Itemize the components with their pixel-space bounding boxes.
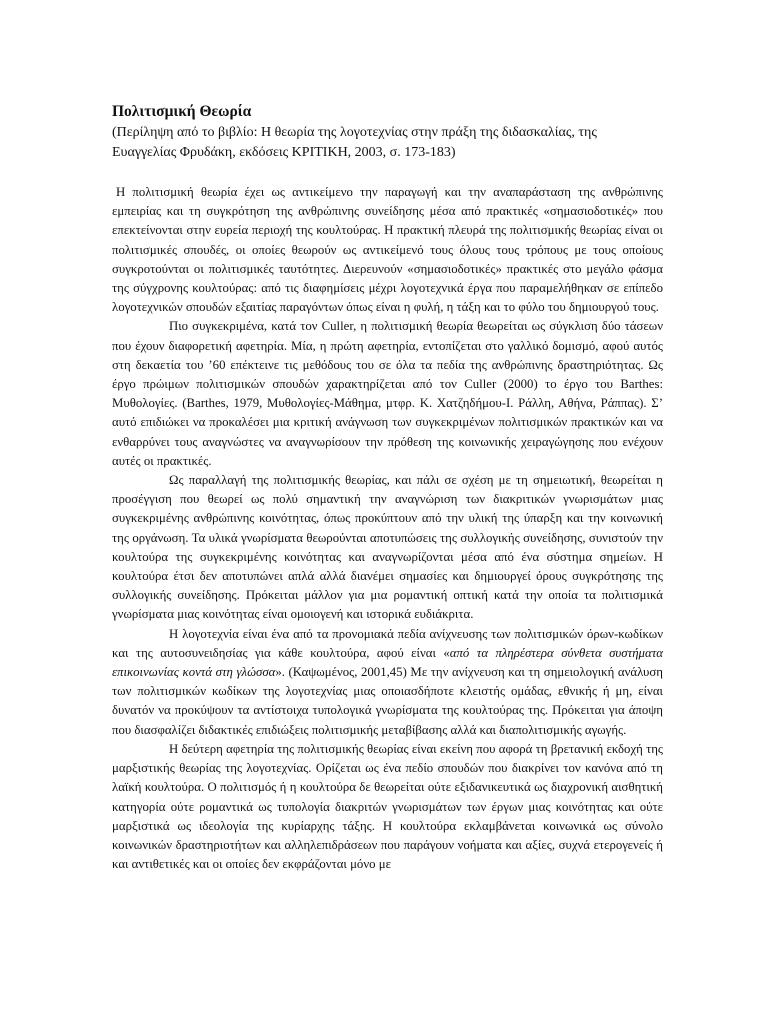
document-title: Πολιτισμική Θεωρία bbox=[112, 103, 252, 120]
paragraph-4-quote: από τα πληρέστερα σύνθετα συστήματα επικοινωνίας κοντά στη γλώσσα bbox=[112, 645, 663, 680]
paragraph-5: Η δεύτερη αφετηρία της πολιτισμικής θεωρίας είναι εκείνη που αφορά τη βρετανική εκδοχή της μαρξιστικής θεωρίας της λογοτεχνίας. Ορίζεται ως ένα πεδίο σπουδών που διακρίνει τον κανόνα από τη λαϊκή κουλτούρα. Ο πολιτισμός ή η κουλτούρα δε θεωρείται ούτε εξιδανικευτικά ως διαχρονική αισθητική κατηγορία ούτε ρομαντικά ως τυπολογία διακριτών γνωρισμάτων των έργων μιας κοινότητας και ούτε μαρξιστικά ως ιδεολογία της κυρίαρχης τάξης. Η κουλτούρα εκλαμβάνεται κοινωνικά ως σύνολο κοινωνικών δραστηριοτήτων και αλληλεπιδράσεων που παράγουν νοήματα και αξίες, συχνά ετερογενείς ή και αντιθετικές και οι οποίες δεν εκφράζονται μόνο με bbox=[112, 741, 663, 872]
paragraph-1: Η πολιτισμική θεωρία έχει ως αντικείμενο την παραγωγή και την αναπαράσταση της ανθρώπινης εμπειρίας και τη συγκρότηση της ανθρώπινης συνείδησης μέσα από πρακτικές «σημασιοδοτικές» που επεκτείνονται στην ευρεία περιοχή της κουλτούρας. Η πρακτική πλευρά της πολιτισμικής θεωρίας είναι οι πολιτισμικές σπουδές, οι οποίες θεωρούν ως αντικείμενό τους όλους τους τρόπους με τους οποίους συγκροτούνται οι πολιτισμικές ταυτότητες. Διερευνούν «σημασιοδοτικές» πρακτικές στο μεγάλο φάσμα της σύγχρονης κουλτούρας: από τις διαφημίσεις μέχρι λογοτεχνικά έργα που παραμελήθηκαν σε επίπεδο λογοτεχνικών σπουδών εξαιτίας παραγόντων όπως είναι η φυλή, η τάξη και το φύλο του δημιουργού τους. bbox=[112, 185, 663, 315]
paragraph-4-start: Η λογοτεχνία είναι ένα από τα προνομιακά πεδία ανίχνευσης των πολιτισμικών όρων-κωδίκων και της αυτοσυνειδησίας για κάθε κουλτούρα, αφού είναι « bbox=[112, 626, 663, 660]
document-subtitle: (Περίληψη από το βιβλίο: Η θεωρία της λογοτεχνίας στην πράξη της διδασκαλίας, της Ευαγγελίας Φρυδάκη, εκδόσεις ΚΡΙΤΙΚΗ, 2003, σ. 173-183) bbox=[112, 125, 597, 160]
document-content bbox=[112, 103, 663, 874]
document-body bbox=[112, 183, 663, 874]
paragraph-4-end: ». (Καψωμένος, 2001,45) Με την ανίχνευση και τη σημειολογική ανάλυση των πολιτισμικών κωδίκων της λογοτεχνίας μιας οποιασδήποτε κλειστής ομάδας, εθνικής ή μη, είναι δυνατόν να προκύψουν τα αντίστοιχα τυπολογικά γνωρίσματα της κουλτούρας της. Πρόκειται για άποψη που διασφαλίζει διδακτικές επιδιώξεις πολιτισμικής μεταβίβασης αλλά και διαπολιτισμικής αγωγής. bbox=[112, 665, 663, 737]
paragraph-4 bbox=[112, 625, 663, 740]
paragraph-2: Πιο συγκεκριμένα, κατά τον Culler, η πολιτισμική θεωρία θεωρείται ως σύγκλιση δύο τάσεων που έχουν διαφορετική αφετηρία. Μία, η πρώτη αφετηρία, εντοπίζεται στο γαλλικό δομισμό, αφού αυτός στη δεκαετία του ’60 επέκτεινε τις μεθόδους του σε όλα τα πεδία της ανθρώπινης δραστηριότητας. Ως έργο πρώιμων πολιτισμικών σπουδών χαρακτηρίζεται από τον Culler (2000) το έργο του Barthes: Μυθολογίες. (Barthes, 1979, Μυθολογίες-Μάθημα, μτφρ. Κ. Χατζηδήμου-Ι. Ράλλη, Αθήνα, Ράππας). Σ’ αυτό επιδιώκει να προκαλέσει μια κριτική ανάγνωση των συγκεκριμένων πολιτισμικών πρακτικών και να ενθαρρύνει τους αναγνώστες να αναγνωρίσουν την πρόθεση της κοινωνικής χειραγώγησης που ενέχουν αυτές οι πρακτικές. bbox=[112, 319, 663, 468]
paragraph-3: Ως παραλλαγή της πολιτισμικής θεωρίας, και πάλι σε σχέση με τη σημειωτική, θεωρείται η προσέγγιση που θεωρεί ως πολύ σημαντική την αναγνώριση των διακριτικών γνωρισμάτων μιας συγκεκριμένης ανθρώπινης κοινότητας, όπως προκύπτουν από την υλική της ύπαρξη και την κοινωνική της οργάνωση. Τα υλικά γνωρίσματα θεωρούνται αποτυπώσεις της συλλογικής συνείδησης, συνιστούν την κουλτούρα της συγκεκριμένης κοινότητας και αναγνωρίζονται μέσα από ένα σύστημα σημείων. Η κουλτούρα έτσι δεν αποτυπώνει απλά αλλά διανέμει σημασίες και δημιουργεί όρους συγκρότησης της συλλογικής συνείδησης. Πρόκειται μάλλον για μια ρομαντική οπτική κατά την οποία τα πολιτισμικά γνωρίσματα μιας κοινότητας είναι ομοιογενή και ιστορικά ευδιάκριτα. bbox=[112, 473, 663, 622]
